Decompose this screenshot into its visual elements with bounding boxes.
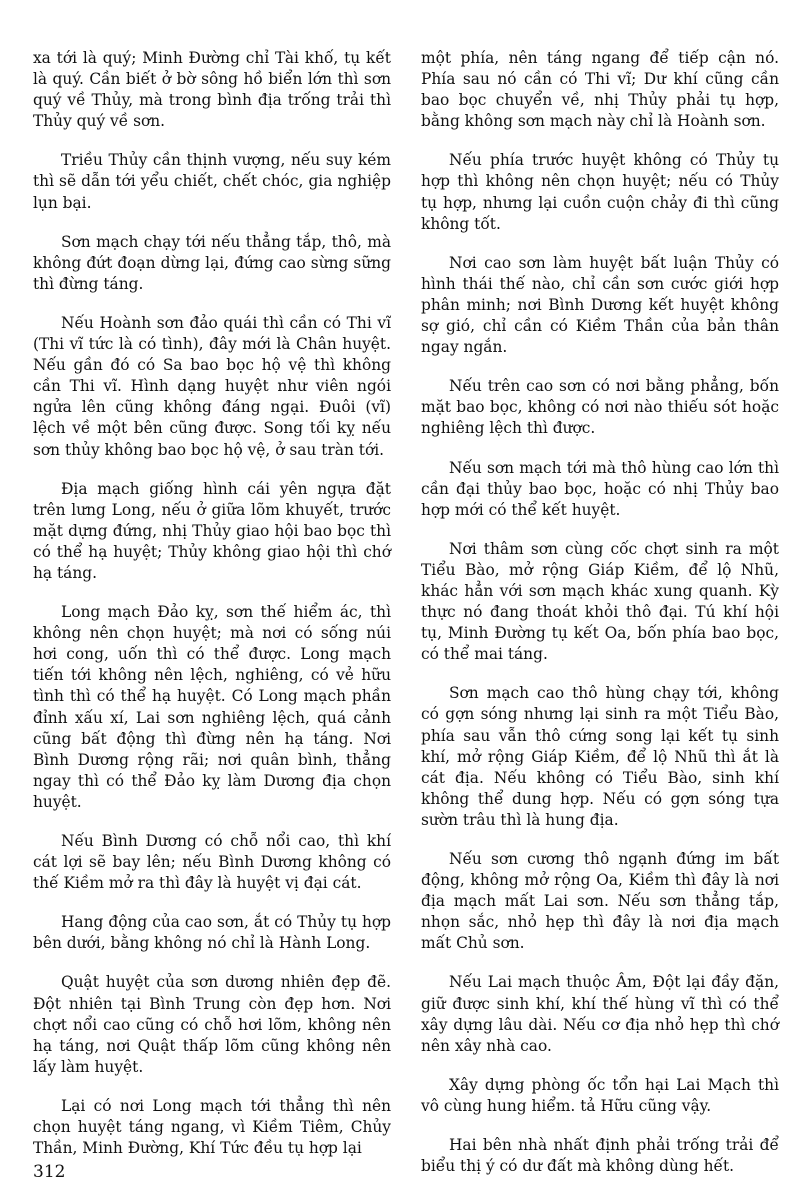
paragraph: Nếu sơn cương thô ngạnh đứng im bất động, không mở rộng Oa, Kiềm thì đây là nơi địa mạch mất Lai sơn. Nếu sơn thẳng tắp, nhọn sắc, nhỏ hẹp thì đây là nơi địa mạch mất Chủ sơn.	[421, 850, 779, 953]
paragraph: một phía, nên táng ngang để tiếp cận nó. Phía sau nó cần có Thi vĩ; Dư khí cũng cần bao bọc chuyển về, nhị Thủy phải tụ hợp, bằng không sơn mạch này chỉ là Hoành sơn.	[421, 49, 779, 131]
paragraph: xa tới là quý; Minh Đường chỉ Tài khố, tụ kết là quý. Cần biết ở bờ sông hồ biển lớn thì sơn quý về Thủy, mà trong bình địa trống trải thì Thủy quý về sơn.	[33, 49, 391, 131]
page-number: 312	[33, 1162, 66, 1182]
paragraph: Nơi cao sơn làm huyệt bất luận Thủy có hình thái thế nào, chỉ cần sơn cước giới hợp phân minh; nơi Bình Dương kết huyệt không sợ gió, chỉ cần có Kiềm Thần của bản thân ngay ngắn.	[421, 253, 779, 357]
paragraph: Nếu trên cao sơn có nơi bằng phẳng, bốn mặt bao bọc, không có nơi nào thiếu sót hoặc nghiêng lệch thì được.	[421, 377, 779, 438]
paragraph: Long mạch Đảo kỵ, sơn thế hiểm ác, thì không nên chọn huyệt; mà nơi có sống núi hơi cong, uốn thì có thể được. Long mạch tiến tới không nên lệch, nghiêng, có vẻ hữu tình thì có thể hạ huyệt. Có Long mạch phần đỉnh xấu xí, Lai sơn nghiêng lệch, quá cảnh cũng bất động thì đừng nên hạ táng. Nơi Bình Dương rộng rãi; nơi quân bình, thẳng ngay thì có thể Đảo kỵ làm Dương địa chọn huyệt.	[33, 603, 391, 811]
paragraph: Xây dựng phòng ốc tổn hại Lai Mạch thì vô cùng hung hiểm. tả Hữu cũng vậy.	[421, 1075, 779, 1115]
paragraph: Nếu sơn mạch tới mà thô hùng cao lớn thì cần đại thủy bao bọc, hoặc có nhị Thủy bao hợp mới có thể kết huyệt.	[421, 458, 779, 519]
paragraph: Nơi thâm sơn cùng cốc chợt sinh ra một Tiểu Bào, mở rộng Giáp Kiềm, để lộ Nhũ, khác hẳn với sơn mạch khác xung quanh. Kỳ thực nó đang thoát khỏi thô đại. Tú khí hội tụ, Minh Đường tụ kết Oa, bốn phía bao bọc, có thể mai táng.	[421, 539, 779, 664]
paragraph: Sơn mạch chạy tới nếu thẳng tắp, thô, mà không đứt đoạn dừng lại, đứng cao sừng sững thì đừng táng.	[33, 232, 391, 293]
paragraph: Địa mạch giống hình cái yên ngựa đặt trên lưng Long, nếu ở giữa lõm khuyết, trước mặt dựng đứng, nhị Thủy giao hội bao bọc thì có thể hạ huyệt; Thủy không giao hội thì chớ hạ táng.	[33, 479, 391, 582]
right-column	[421, 48, 779, 1195]
paragraph: Quật huyệt của sơn dương nhiên đẹp đẽ. Đột nhiên tại Bình Trung còn đẹp hơn. Nơi chợt nổi cao cũng có chỗ hơi lõm, không nên hạ táng, nơi Quật thấp lõm cũng không nên lấy làm huyệt.	[33, 973, 391, 1076]
paragraph: Lại có nơi Long mạch tới thẳng thì nên chọn huyệt táng ngang, vì Kiềm Tiêm, Chủy Thần, Minh Đường, Khí Tức đều tụ hợp lại	[33, 1096, 391, 1158]
paragraph: Nếu Lai mạch thuộc Âm, Đột lại đầy đặn, giữ được sinh khí, khí thế hùng vĩ thì có thể xây dựng lâu dài. Nếu cơ địa nhỏ hẹp thì chớ nên xây nhà cao.	[421, 973, 779, 1055]
paragraph: Nếu Bình Dương có chỗ nổi cao, thì khí cát lợi sẽ bay lên; nếu Bình Dương không có thế Kiềm mở ra thì đây là huyệt vị đại cát.	[33, 832, 391, 893]
paragraph: Nếu Hoành sơn đảo quái thì cần có Thi vĩ (Thi vĩ tức là có tình), đây mới là Chân huyệt. Nếu gần đó có Sa bao bọc hộ vệ thì không cần Thi vĩ. Hình dạng huyệt như viên ngói ngửa lên cũng không đáng ngại. Đuôi (vĩ) lệch về một bên cũng được. Song tối kỵ nếu sơn thủy không bao bọc hộ vệ, ở sau tràn tới.	[33, 313, 391, 459]
paragraph: Sơn mạch cao thô hùng chạy tới, không có gợn sóng nhưng lại sinh ra một Tiểu Bào, phía sau vẫn thô cứng song lại kết tụ sinh khí, mở rộng Giáp Kiềm, để lộ Nhũ thì ắt là cát địa. Nếu không có Tiểu Bào, sinh khí không thể dung hợp. Nếu có gợn sóng tựa sườn trâu thì là hung địa.	[421, 684, 779, 829]
paragraph: Triều Thủy cần thịnh vượng, nếu suy kém thì sẽ dẫn tới yểu chiết, chết chóc, gia nghiệp lụn bại.	[33, 151, 391, 212]
left-column	[33, 48, 391, 1177]
paragraph: Hai bên nhà nhất định phải trống trải để biểu thị ý có dư đất mà không dùng hết.	[421, 1136, 779, 1176]
paragraph: Hang động của cao sơn, ắt có Thủy tụ hợp bên dưới, bằng không nó chỉ là Hành Long.	[33, 913, 391, 953]
paragraph: Nếu phía trước huyệt không có Thủy tụ hợp thì không nên chọn huyệt; nếu có Thủy tụ hợp, nhưng lại cuồn cuộn chảy đi thì cũng không tốt.	[421, 151, 779, 233]
